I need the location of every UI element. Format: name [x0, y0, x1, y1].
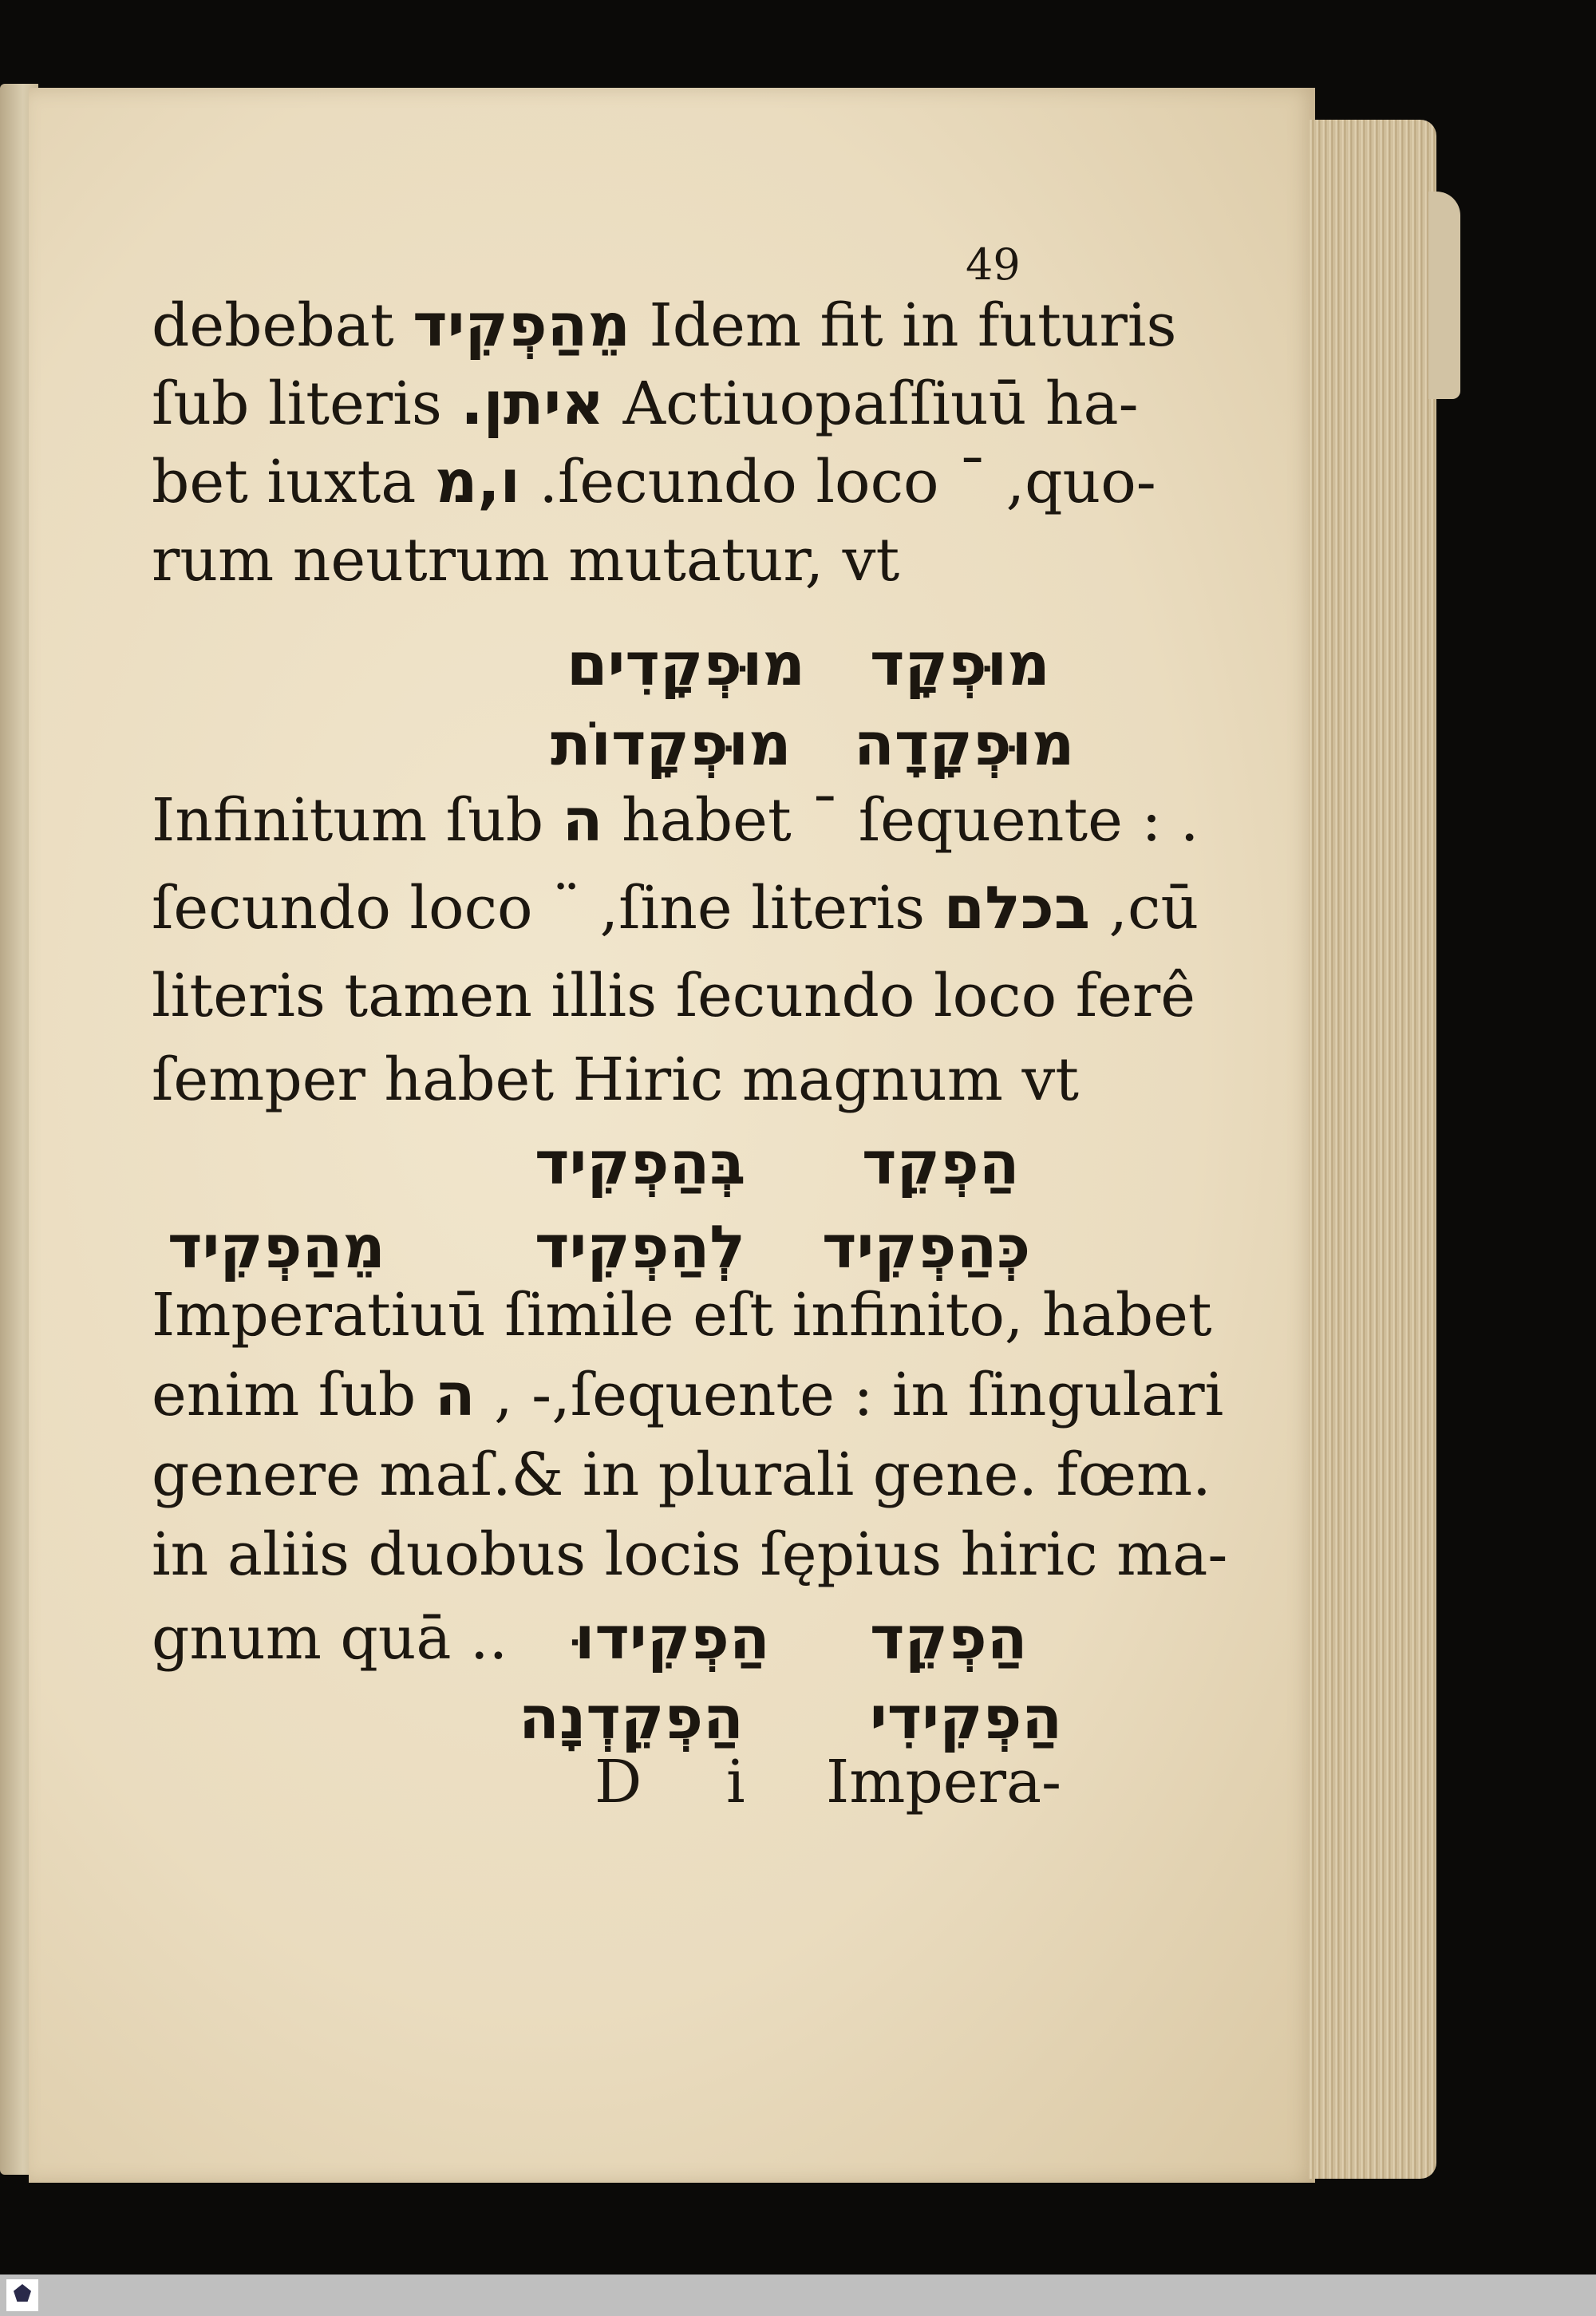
viewer-footer-bar	[0, 2275, 1596, 2316]
text-line-12: in aliis duobus locis ſępius hiric ma-	[152, 1520, 1228, 1589]
text-line-10: enim ſub ה , -,ſequente : in ſingulari	[152, 1361, 1224, 1429]
torn-page-edge	[1428, 192, 1460, 399]
text-line-1: debebat מֵהַפְקִיד Idem fit in futuris	[152, 291, 1177, 360]
text-line-9: Imperatiuū ſimile eſt infinito, habet	[152, 1281, 1212, 1350]
text-line-11: genere maſ.& in plurali gene. fœm.	[152, 1441, 1211, 1509]
hebrew-row-1: מוּפְקָד מוּפְקָדִים	[567, 630, 1050, 699]
text-line-7: literis tamen illis ſecundo loco ferê	[152, 962, 1196, 1030]
hebrew-row-6: הַפְקֵדְנָה הַפְקִידִי	[519, 1684, 1063, 1753]
page-fore-edge	[1309, 120, 1436, 2179]
text-line-2: ſub literis איתן. Actiuopaſſiuū ha-	[152, 370, 1139, 438]
text-line-3: bet iuxta ו,מ .ſecundo loco ˉ ,quo-	[152, 448, 1156, 516]
hebrew-row-2: מוּפְקָדָה מוּפְקָדוֹת	[551, 710, 1075, 779]
text-line-5: Infinitum ſub ה habet ˉ ſequente : .	[152, 786, 1199, 855]
hebrew-row-5: gnum quā .. הַפְקִידוּ הַפְקֵד	[152, 1604, 1028, 1673]
signature-letter: D	[595, 1748, 642, 1816]
catchword: Impera-	[826, 1748, 1062, 1816]
text-line-6: ſecundo loco ¨ ,ſine literis בכלם ,cū	[152, 874, 1199, 943]
hebrew-row-3: הַפְקֵד בְּהַפְקִיד	[535, 1129, 1020, 1198]
text-line-8: ſemper habet Hiric magnum vt	[152, 1045, 1080, 1114]
signature-number: i	[726, 1748, 745, 1816]
page-number: 49	[966, 239, 1021, 290]
text-line-4: rum neutrum mutatur, vt	[152, 526, 900, 595]
hebrew-row-4: כְּהַפְקִיד לְהַפְקִיד מֵהַפְקִיד	[168, 1213, 1031, 1282]
